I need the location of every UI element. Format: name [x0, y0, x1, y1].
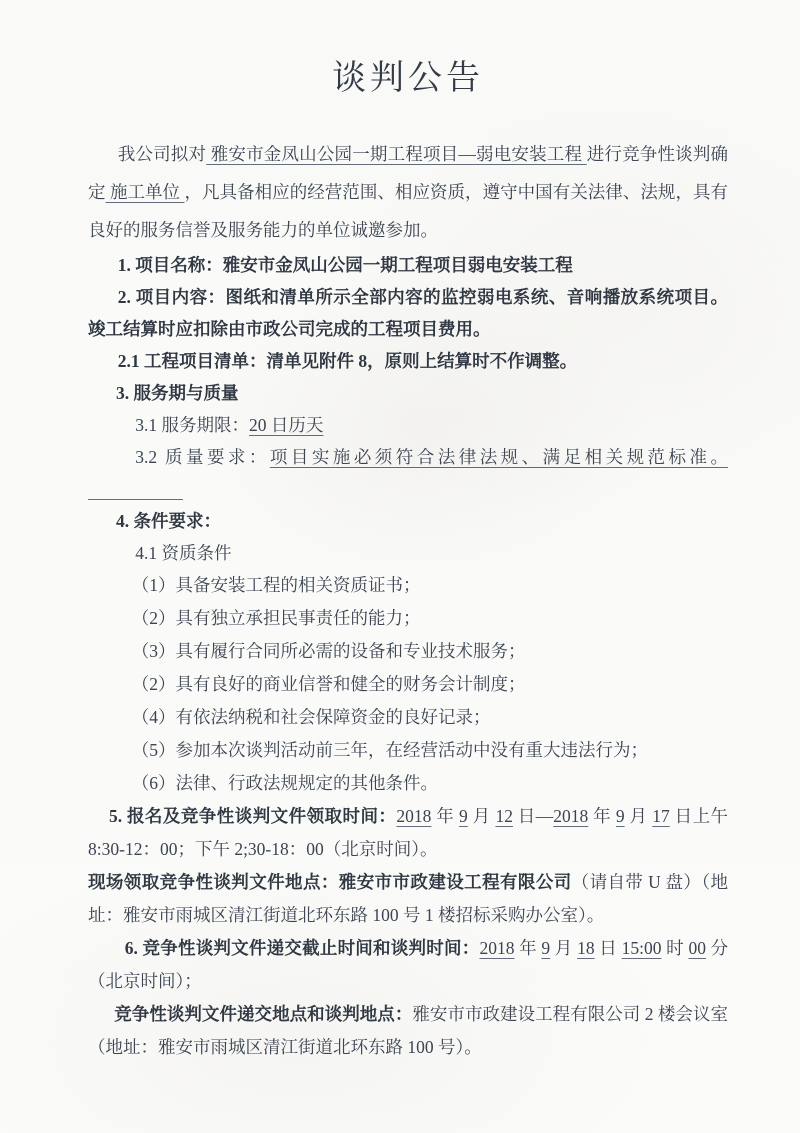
submission-and-negotiation-location-segment: 竞争性谈判文件递交地点和谈判地点：	[114, 1004, 413, 1024]
item-5-signup-and-pickup-time-segment: 日—	[512, 806, 554, 826]
item-6-submission-deadline-segment: 6. 竞争性谈判文件递交截止时间和谈判时间：	[124, 938, 480, 958]
item-6-submission-deadline-segment: 9	[541, 938, 551, 958]
item-6-submission-deadline-segment: 分（北京时间）；	[88, 938, 729, 991]
intro-paragraph-segment: 进行竞争性谈判确定	[88, 144, 729, 202]
intro-paragraph-segment: ，凡具备相应的经营范围、相应资质，遵守中国有关法律、法规，具有良好的服务信誉及服务能力的单位诚邀参加。	[88, 182, 729, 240]
condition-2-duplicate-segment: （2）具有良好的商业信誉和健全的财务会计制度；	[131, 674, 526, 694]
onsite-pickup-location	[88, 866, 728, 932]
item-3-service-and-quality-segment: 3. 服务期与质量	[116, 383, 239, 403]
condition-5	[88, 734, 728, 767]
item-6-submission-deadline	[88, 932, 728, 998]
item-6-submission-deadline-segment: 时	[661, 938, 689, 958]
item-3-1-service-period-segment: 20 日历天	[249, 415, 324, 435]
onsite-pickup-location-segment: 现场领取竞争性谈判文件地点：雅安市市政建设工程有限公司	[88, 872, 572, 892]
item-5-signup-and-pickup-time-segment: 日上午 8:30-12：00；下午 2;30-18：00（北京时间）。	[88, 806, 729, 859]
condition-2-segment: （2）具有独立承担民事责任的能力；	[131, 608, 421, 628]
submission-and-negotiation-location	[88, 998, 728, 1064]
item-5-signup-and-pickup-time-segment: 月	[467, 806, 496, 826]
item-5-signup-and-pickup-time-segment: 年	[431, 806, 460, 826]
condition-3-segment: （3）具有履行合同所必需的设备和专业技术服务；	[131, 641, 526, 661]
item-2-1-project-list	[88, 345, 728, 377]
condition-4	[88, 701, 728, 734]
item-5-signup-and-pickup-time-segment: 9	[615, 806, 625, 826]
item-4-1-qualification-segment: 4.1 资质条件	[135, 543, 232, 563]
item-4-1-qualification	[88, 537, 728, 569]
onsite-pickup-location-segment: （请自带 U 盘）（地址：雅安市雨城区清江街道北环东路 100 号 1 楼招标采购办公室）。	[88, 872, 729, 925]
item-5-signup-and-pickup-time-segment: 月	[624, 806, 653, 826]
item-5-signup-and-pickup-time-segment: 5. 报名及竞争性谈判文件领取时间：	[109, 806, 397, 826]
item-5-signup-and-pickup-time-segment: 12	[495, 806, 513, 826]
page-title: 谈判公告	[332, 60, 484, 97]
item-5-signup-and-pickup-time-segment: 2018	[396, 806, 432, 826]
item-2-1-project-list-segment: 2.1 工程项目清单：清单见附件 8，原则上结算时不作调整。	[117, 351, 578, 371]
item-6-submission-deadline-segment: 月	[550, 938, 578, 958]
document-body	[88, 135, 728, 1064]
item-5-signup-and-pickup-time-segment: 9	[459, 806, 468, 826]
item-3-1-service-period	[88, 409, 728, 441]
item-4-conditions	[88, 505, 728, 537]
underline-fill	[88, 495, 183, 500]
condition-3	[88, 635, 728, 668]
condition-2-duplicate	[88, 668, 728, 701]
item-3-1-service-period-segment: 3.1 服务期限：	[135, 415, 249, 435]
item-6-submission-deadline-segment: 15:00	[621, 938, 662, 958]
item-6-submission-deadline-segment: 18	[577, 938, 595, 958]
item-6-submission-deadline-segment: 年	[514, 938, 542, 958]
item-6-submission-deadline-segment: 2018	[479, 938, 515, 958]
intro-paragraph-segment: 雅安市金凤山公园一期工程项目—弱电安装工程	[206, 144, 587, 164]
condition-4-segment: （4）有依法纳税和社会保障资金的良好记录；	[131, 707, 491, 727]
item-6-submission-deadline-segment: 00	[688, 938, 706, 958]
condition-6	[88, 767, 728, 800]
condition-1	[88, 569, 728, 602]
condition-6-segment: （6）法律、行政法规规定的其他条件。	[131, 773, 438, 793]
item-6-submission-deadline-segment: 日	[594, 938, 622, 958]
item-5-signup-and-pickup-time-segment: 年	[588, 806, 616, 826]
item-3-2-quality-requirement-segment: 项目实施必须符合法律法规、满足相关规范标准。	[269, 447, 729, 467]
submission-and-negotiation-location-segment: 雅安市市政建设工程有限公司 2 楼会议室（地址：雅安市雨城区清江街道北环东路 100 号）。	[88, 1004, 729, 1057]
item-2-project-content-segment: 2. 项目内容：图纸和清单所示全部内容的监控弱电系统、音响播放系统项目。竣工结算时应扣除由市政公司完成的工程项目费用。	[88, 287, 728, 339]
item-5-signup-and-pickup-time	[88, 800, 728, 866]
item-1-project-name-segment: 1. 项目名称：雅安市金凤山公园一期工程项目弱电安装工程	[117, 255, 573, 275]
item-3-2-quality-requirement-segment: 3.2 质量要求：	[135, 447, 270, 467]
condition-2	[88, 602, 728, 635]
item-5-signup-and-pickup-time-segment: 2018	[553, 806, 589, 826]
item-3-2-quality-requirement	[88, 441, 728, 505]
item-1-project-name	[88, 249, 728, 281]
intro-paragraph-segment: 施工单位	[105, 182, 185, 202]
condition-5-segment: （5）参加本次谈判活动前三年，在经营活动中没有重大违法行为；	[131, 740, 648, 760]
item-2-project-content	[88, 281, 728, 345]
intro-paragraph-segment: 我公司拟对	[117, 144, 207, 164]
item-5-signup-and-pickup-time-segment: 17	[652, 806, 670, 826]
item-4-conditions-segment: 4. 条件要求：	[116, 511, 221, 531]
intro-paragraph	[88, 135, 728, 249]
item-3-service-and-quality	[88, 377, 728, 409]
condition-1-segment: （1）具备安装工程的相关资质证书；	[131, 575, 421, 595]
